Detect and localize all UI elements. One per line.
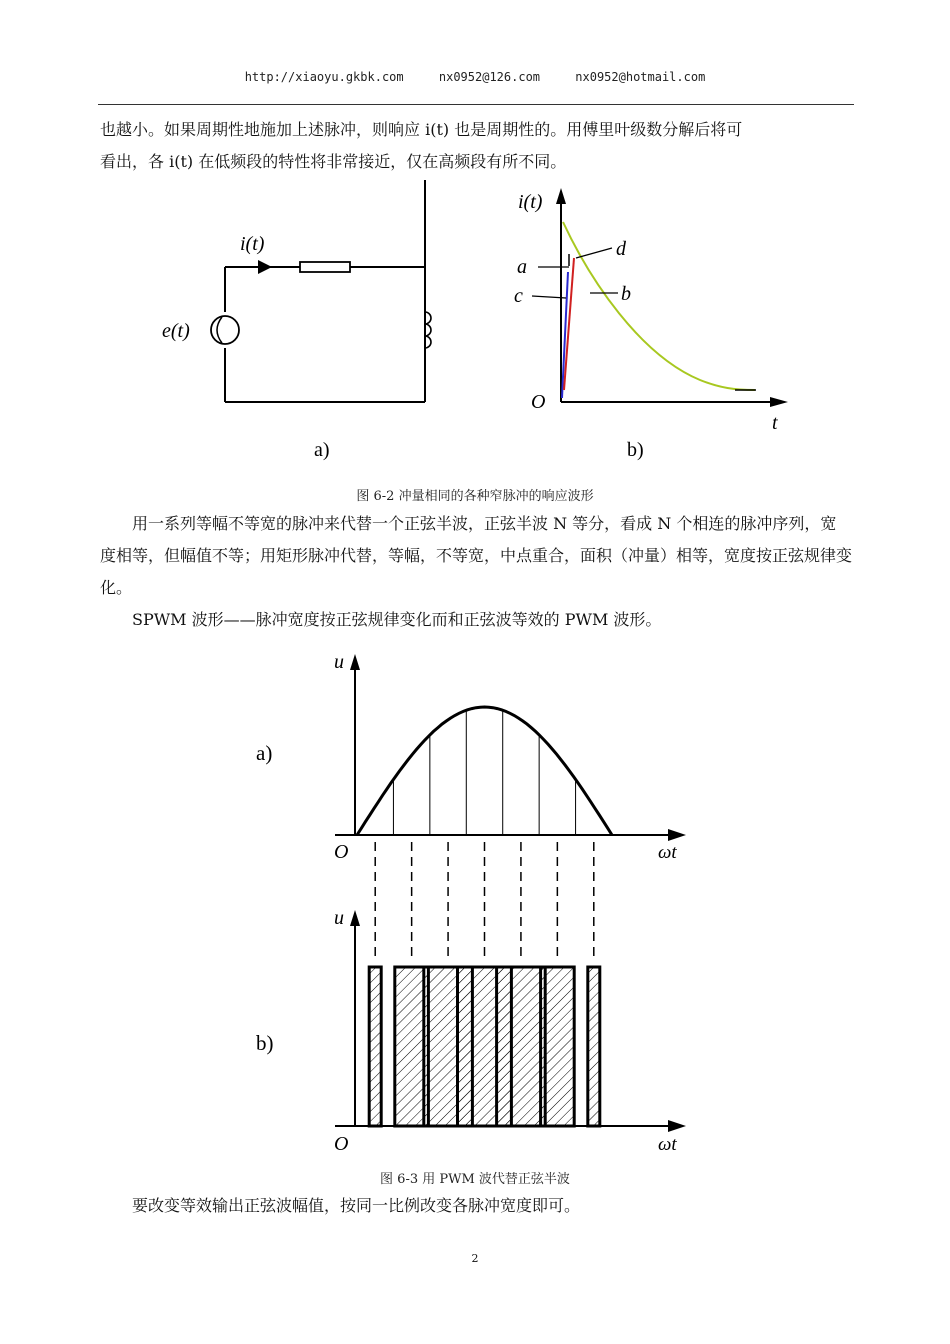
sine-half-wave [357,707,612,835]
pwm-pulse [369,967,381,1126]
pwm-x-label: ωt [658,1134,677,1155]
pwm-y-label: u [334,907,344,929]
sine-origin: O [334,841,349,863]
pwm-pulse [497,967,546,1126]
curve-label-b: b [621,283,631,305]
header-url: http://xiaoyu.gkbk.com [244,70,404,84]
y-axis-arrow-icon [556,188,566,204]
pwm-origin: O [334,1133,349,1155]
figure-6-3-caption: 图 6-3 用 PWM 波代替正弦半波 [380,1172,570,1187]
curve-label-c: c [514,285,523,307]
response-curve-b [563,222,755,390]
paragraph-2: 用一系列等幅不等宽的脉冲来代替一个正弦半波，正弦半波 N 等分，看成 N 个相连的脉冲序列，宽度相等，但幅值不等；用矩形脉冲代替，等幅，不等宽，中点重合，面积（冲量）相等，宽度按正弦规律变化。 [100,514,853,597]
circuit-sub-label: a) [314,439,330,461]
figure-6-2-caption: 图 6-2 冲量相同的各种窄脉冲的响应波形 [356,489,594,504]
sine-y-arrow-icon [350,654,360,670]
response-y-label: i(t) [518,191,543,213]
pwm-y-arrow-icon [350,910,360,926]
source-label: e(t) [162,320,190,342]
pwm-pulse [541,967,575,1126]
paragraph-1 [100,114,852,178]
header-email-hotmail: nx0952@hotmail.com [575,70,706,84]
curve-label-a: a [517,256,527,278]
sine-y-label: u [334,651,344,673]
paragraph-3: SPWM 波形——脉冲宽度按正弦规律变化而和正弦波等效的 PWM 波形。 [132,610,662,629]
header-email-126: nx0952@126.com [438,70,541,84]
response-sub-label: b) [627,439,644,461]
curve-label-d: d [616,238,626,260]
figure-6-2 [0,180,950,480]
response-axes [561,198,775,402]
pwm-sub-label: b) [256,1031,274,1055]
sine-x-label: ωt [658,842,677,863]
paragraph-4: 要改变等效输出正弦波幅值，按同一比例改变各脉冲宽度即可。 [132,1196,581,1215]
page-header [0,70,950,84]
response-origin: O [531,391,546,413]
figure-6-3 [0,640,950,1170]
pwm-x-arrow-icon [668,1120,686,1132]
header-rule [98,104,854,105]
paragraph-1-line-1: 也越小。如果周期性地施加上述脉冲，则响应 i(t) 也是周期性的。用傅里叶级数分解后将可 [100,120,743,139]
circuit-diagram [211,180,431,402]
sine-sub-label: a) [256,741,273,765]
current-arrow-icon [258,260,272,274]
page-number: 2 [471,1252,479,1265]
current-label: i(t) [240,233,265,255]
sine-divisions [393,710,575,835]
x-axis-arrow-icon [770,397,788,407]
sine-x-arrow-icon [668,829,686,841]
pwm-pulses [369,967,600,1126]
pwm-pulse [588,967,600,1126]
response-x-label: t [772,412,778,434]
alignment-dashes [375,842,594,960]
paragraph-1-line-2: 看出，各 i(t) 在低频段的特性将非常接近，仅在高频段有所不同。 [100,152,567,171]
leader-d [576,248,612,258]
